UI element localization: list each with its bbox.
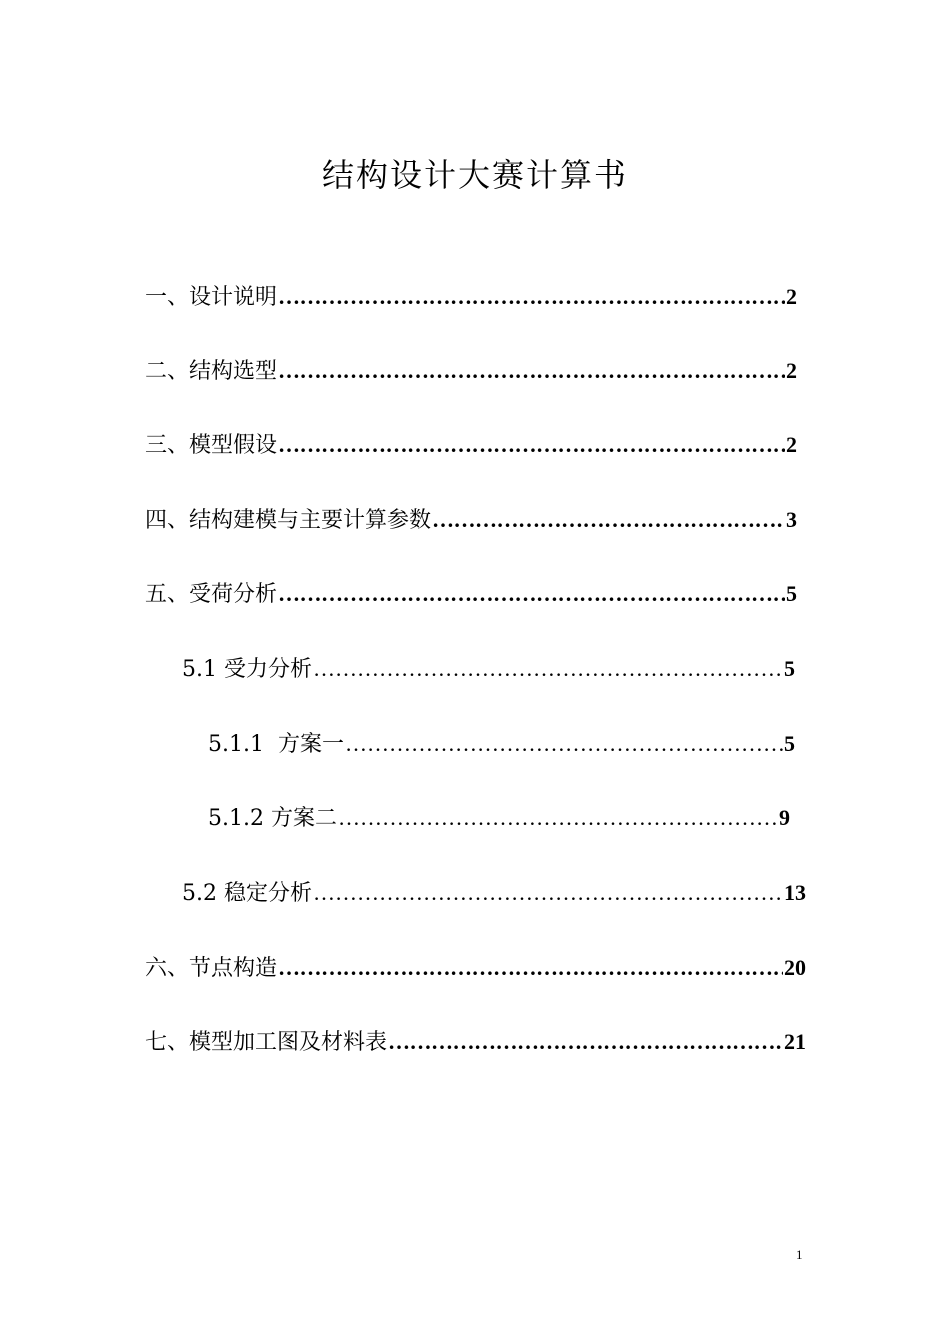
toc-entry-label: 5.1 受力分析: [182, 657, 312, 682]
toc-entry-page: 5: [786, 581, 797, 606]
toc-entry[interactable]: [145, 282, 797, 312]
toc-leader-dots: [278, 579, 785, 609]
toc-entry-label: 5.2 稳定分析: [182, 881, 312, 906]
toc-entry-label: 五、受荷分析: [145, 582, 278, 607]
toc-entry-page: 2: [786, 432, 797, 457]
toc-entry-label: 三、模型假设: [145, 433, 278, 458]
toc-entry[interactable]: [182, 878, 806, 908]
toc-leader-dots: [338, 803, 778, 833]
toc-leader-dots: [278, 953, 783, 983]
toc-leader-dots: [432, 505, 785, 535]
toc-entry-label: 一、设计说明: [145, 285, 278, 310]
toc-leader-dots: [313, 654, 783, 684]
document-title: 结构设计大赛计算书: [321, 156, 628, 194]
toc-entry[interactable]: [145, 579, 797, 609]
toc-entry-page: 13: [784, 880, 806, 905]
toc-entry-page: 3: [786, 507, 797, 532]
toc-entry[interactable]: [145, 1027, 806, 1057]
toc-entry[interactable]: [145, 953, 806, 983]
toc-entry-page: 9: [779, 805, 790, 830]
toc-entry[interactable]: [208, 803, 790, 833]
toc-entry-page: 20: [784, 955, 806, 980]
toc-entry[interactable]: [145, 356, 797, 386]
toc-entry-label: 四、结构建模与主要计算参数: [145, 508, 432, 533]
toc-leader-dots: [278, 356, 785, 386]
toc-entry[interactable]: [145, 505, 797, 535]
toc-leader-dots: [313, 878, 783, 908]
toc-entry[interactable]: [145, 430, 797, 460]
toc-entry[interactable]: [182, 654, 795, 684]
toc-leader-dots: [345, 729, 783, 759]
toc-entry-label: 二、结构选型: [145, 359, 278, 384]
toc-entry-label: 七、模型加工图及材料表: [145, 1030, 388, 1055]
toc-leader-dots: [278, 282, 785, 312]
toc-entry-label: 5.1.1 方案一: [208, 732, 344, 757]
toc-leader-dots: [278, 430, 785, 460]
toc-leader-dots: [388, 1027, 783, 1057]
toc-entry-page: 5: [784, 656, 795, 681]
toc-entry-label: 六、节点构造: [145, 956, 278, 981]
toc-entry-page: 2: [786, 284, 797, 309]
toc-entry-page: 5: [784, 731, 795, 756]
toc-entry-label: 5.1.2 方案二: [208, 806, 337, 831]
toc-entry[interactable]: [208, 729, 795, 759]
toc-entry-page: 21: [784, 1029, 806, 1054]
page-number: 1: [796, 1247, 803, 1262]
toc-entry-page: 2: [786, 358, 797, 383]
